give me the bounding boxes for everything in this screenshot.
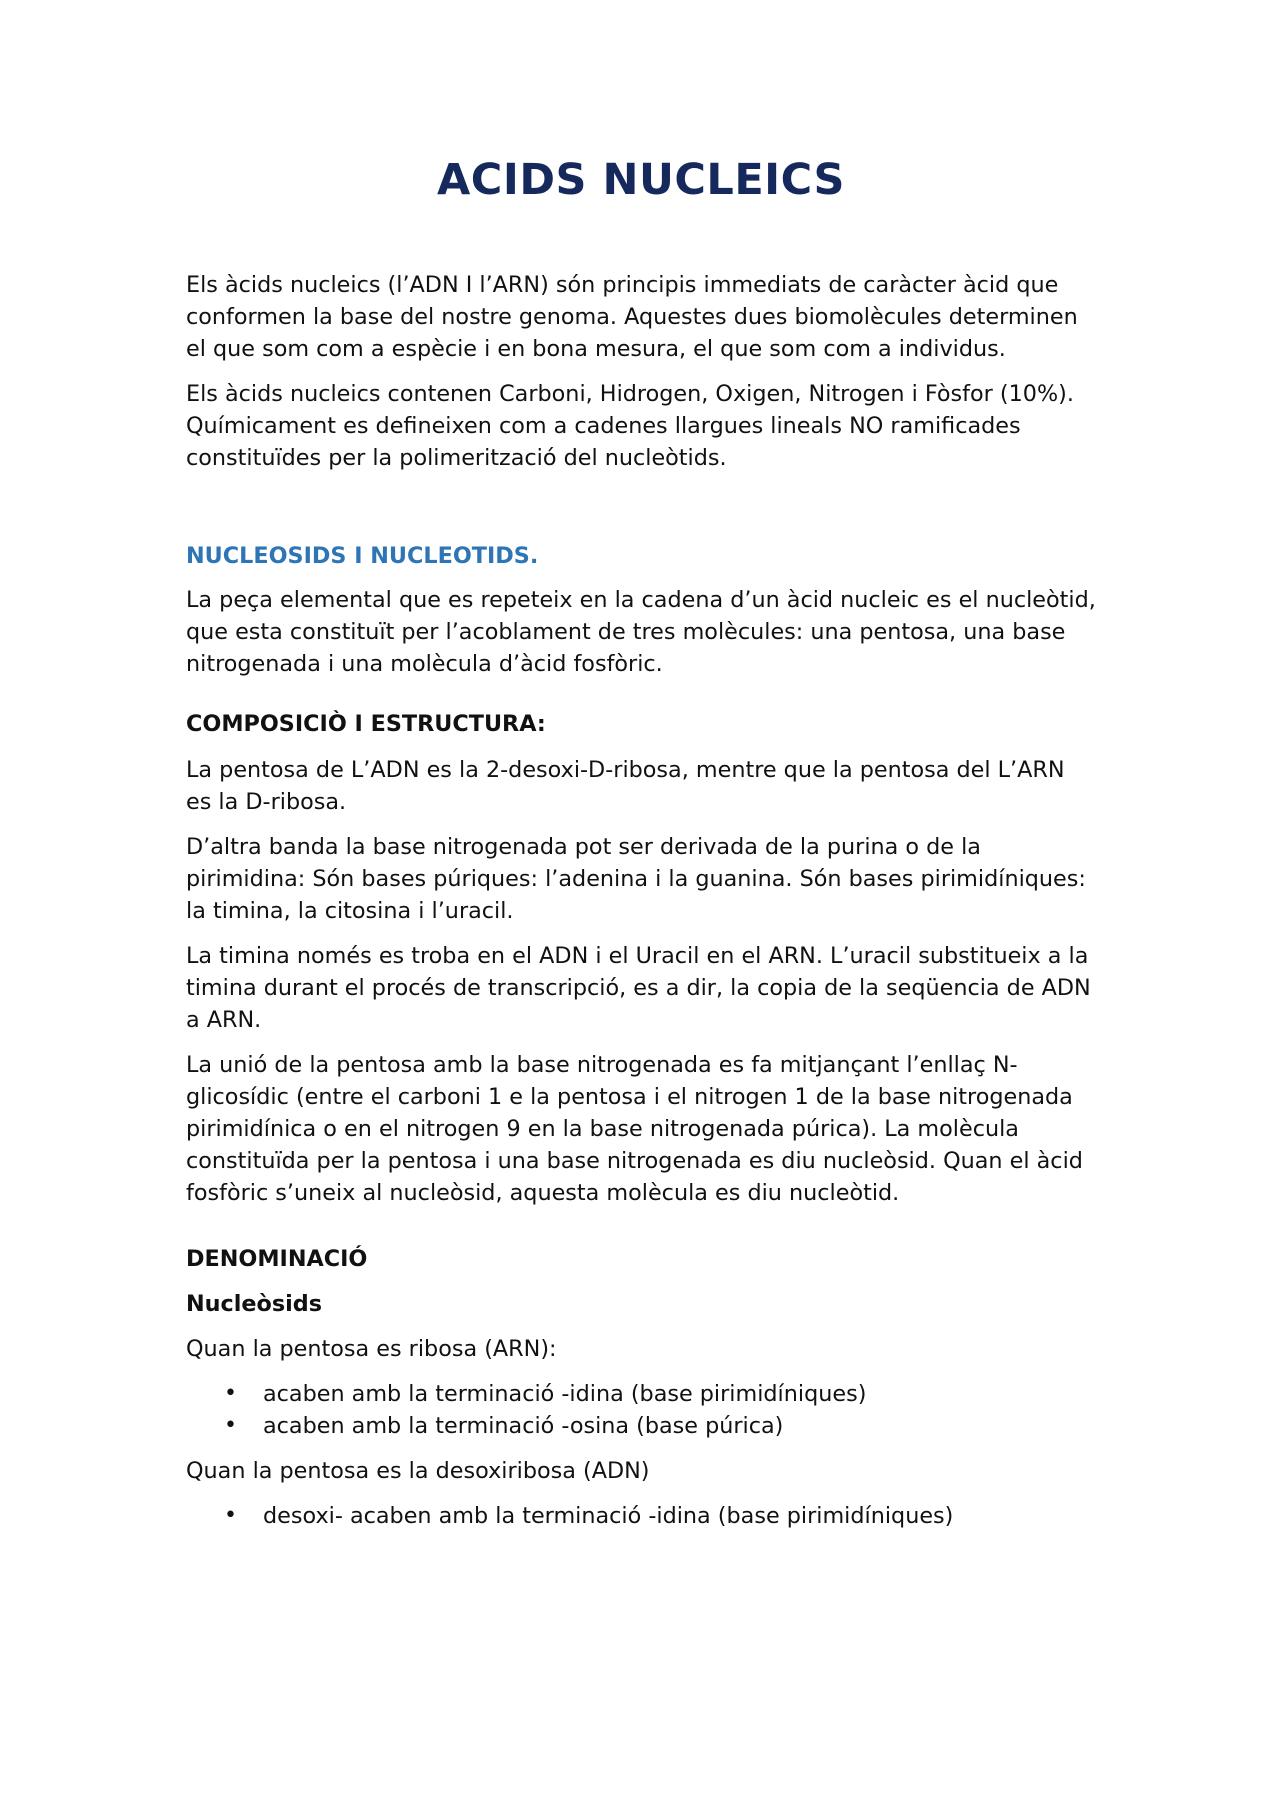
- composicio-paragraph-4: La unió de la pentosa amb la base nitrogenada es fa mitjançant l’enllaç N-glicosídic (entre el carboni 1 e la pentosa i el nitrogen 1 de la base nitrogenada pirimidínica o en el nitrogen 9 en la base nitrogenada púrica). La molècula constituïda per la pentosa i una base nitrogenada es diu nucleòsid. Quan el àcid fosfòric s’uneix al nucleòsid, aquesta molècula es diu nucleòtid.: [186, 1052, 1083, 1206]
- ribosa-list: [186, 1378, 1096, 1442]
- bullet-icon: •: [224, 1503, 237, 1528]
- section-heading-nucleosids: NUCLEOSIDS I NUCLEOTIDS.: [186, 543, 539, 569]
- list-item: [186, 1378, 1096, 1410]
- composicio-paragraph-2: D’altra banda la base nitrogenada pot ser derivada de la purina o de la pirimidina: Són bases púriques: l’adenina i la guanina. Són bases pirimidíniques: la timina, la citosina i l’uracil.: [186, 834, 1086, 924]
- section-nucleosids-paragraph: La peça elemental que es repeteix en la cadena d’un àcid nucleic es el nucleòtid, que esta constituït per l’acoblament de tres molècules: una pentosa, una base nitrogenada i una molècula d’àcid fosfòric.: [186, 587, 1096, 677]
- section-heading-denominacio: DENOMINACIÓ: [186, 1246, 368, 1272]
- bullet-icon: •: [224, 1413, 237, 1438]
- intro-paragraph-2: Els àcids nucleics contenen Carboni, Hidrogen, Oxigen, Nitrogen i Fòsfor (10%). Químicament es defineixen com a cadenes llargues lineals NO ramificades constituïdes per la polimerització del nucleòtids.: [186, 381, 1074, 471]
- bullet-icon: •: [224, 1381, 237, 1406]
- subheading-nucleosids: Nucleòsids: [186, 1291, 322, 1317]
- desoxi-list: [186, 1500, 1096, 1532]
- section-heading-composicio: COMPOSICIÒ I ESTRUCTURA:: [186, 711, 546, 737]
- composicio-paragraph-3: La timina només es troba en el ADN i el Uracil en el ARN. L’uracil substitueix a la timina durant el procés de transcripció, es a dir, la copia de la seqüencia de ADN a ARN.: [186, 943, 1091, 1033]
- desoxi-intro: Quan la pentosa es la desoxiribosa (ADN): [186, 1458, 650, 1484]
- list-item: [186, 1500, 1096, 1532]
- list-item-text: acaben amb la terminació -idina (base pirimidíniques): [263, 1381, 867, 1407]
- list-item-text: acaben amb la terminació -osina (base púrica): [263, 1413, 784, 1439]
- list-item: [186, 1410, 1096, 1442]
- page-title: ACIDS NUCLEICS: [436, 155, 846, 205]
- ribosa-intro: Quan la pentosa es ribosa (ARN):: [186, 1336, 557, 1362]
- intro-paragraph-1: Els àcids nucleics (l’ADN I l’ARN) són principis immediats de caràcter àcid que conformen la base del nostre genoma. Aquestes dues biomolècules determinen el que som com a espècie i en bona mesura, el que som com a individus.: [186, 272, 1078, 362]
- document-page: [186, 150, 1096, 1532]
- list-item-text: desoxi- acaben amb la terminació -idina (base pirimidíniques): [263, 1503, 954, 1529]
- composicio-paragraph-1: La pentosa de L’ADN es la 2-desoxi-D-ribosa, mentre que la pentosa del L’ARN es la D-ribosa.: [186, 757, 1065, 815]
